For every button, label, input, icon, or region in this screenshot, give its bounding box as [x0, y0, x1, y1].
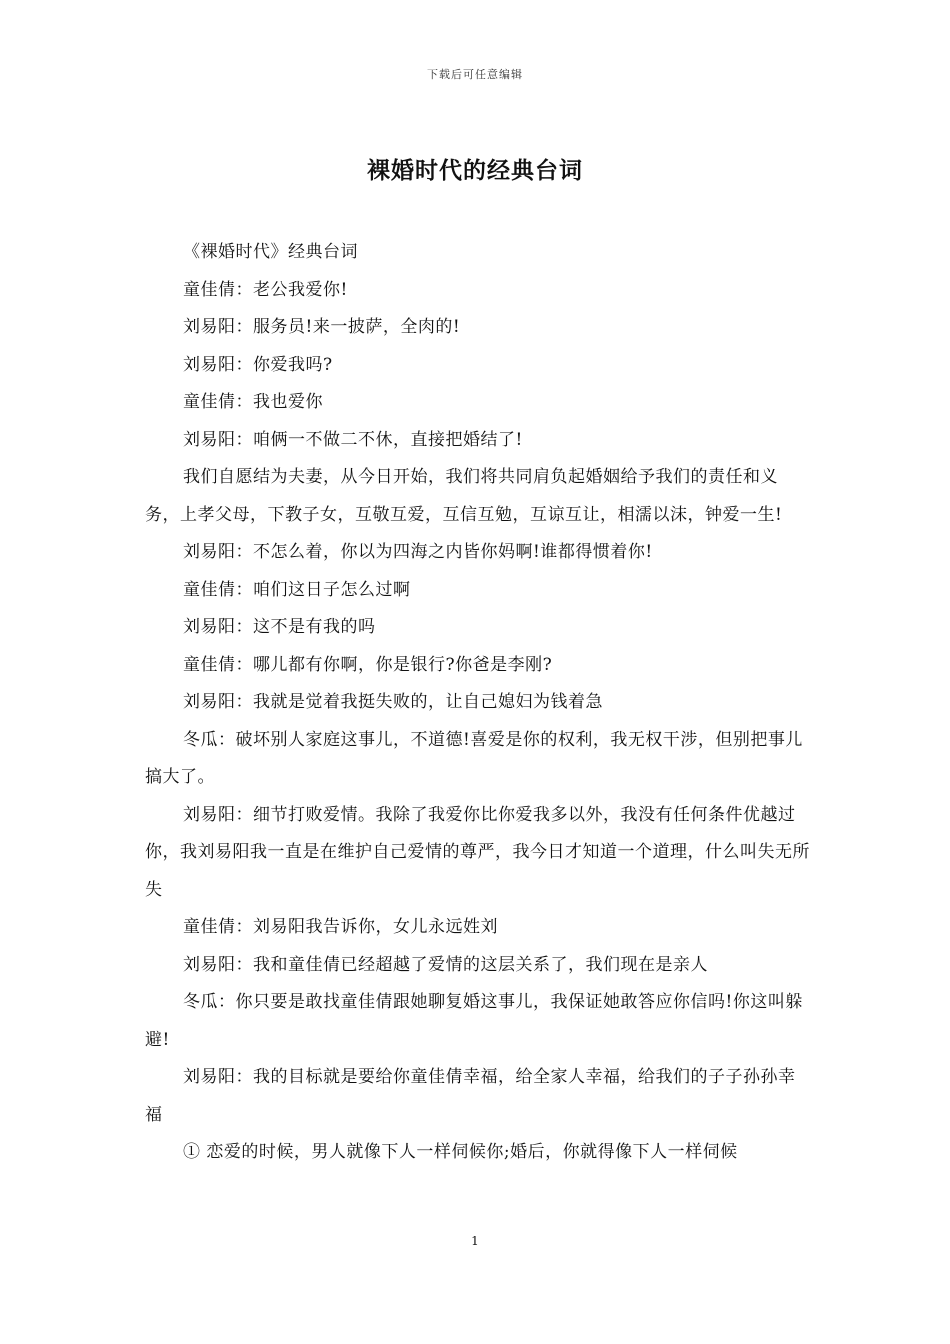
- paragraph: 刘易阳：我和童佳倩已经超越了爱情的这层关系了，我们现在是亲人: [183, 954, 708, 975]
- paragraph: 刘易阳：你爱我吗?: [183, 354, 333, 375]
- paragraph: 刘易阳：服务员!来一披萨，全肉的!: [183, 317, 461, 337]
- paragraph: 冬瓜：破坏别人家庭这事儿，不道德!喜爱是你的权利，我无权干涉，但别把事儿搞大了。: [145, 729, 803, 787]
- page-header-note: 下载后可任意编辑: [427, 68, 523, 81]
- page-number: 1: [471, 1234, 479, 1248]
- paragraph: ① 恋爱的时候，男人就像下人一样伺候你;婚后，你就得像下人一样伺候: [183, 1142, 738, 1162]
- paragraph: 刘易阳：细节打败爱情。我除了我爱你比你爱我多以外，我没有任何条件优越过你，我刘易阳我一直是在维护自己爱情的尊严，我今日才知道一个道理，什么叫失无所失: [145, 804, 810, 900]
- paragraph: 童佳倩：刘易阳我告诉你，女儿永远姓刘: [183, 917, 498, 937]
- document-title: 裸婚时代的经典台词: [367, 157, 583, 184]
- paragraph: 冬瓜：你只要是敢找童佳倩跟她聊复婚这事儿，我保证她敢答应你信吗!你这叫躲避!: [145, 992, 803, 1050]
- paragraph: 刘易阳：我就是觉着我挺失败的，让自己媳妇为钱着急: [183, 692, 603, 712]
- document-body: [145, 234, 810, 1172]
- paragraph: 刘易阳：不怎么着，你以为四海之内皆你妈啊!谁都得惯着你!: [183, 542, 653, 562]
- paragraph: 我们自愿结为夫妻，从今日开始，我们将共同肩负起婚姻给予我们的责任和义务，上孝父母，下教子女，互敬互爱，互信互勉，互谅互让，相濡以沫，钟爱一生!: [145, 467, 783, 525]
- paragraph: 童佳倩：咱们这日子怎么过啊: [183, 579, 411, 600]
- paragraph: 童佳倩：我也爱你: [183, 392, 323, 412]
- paragraph: 童佳倩：哪儿都有你啊，你是银行?你爸是李刚?: [183, 654, 553, 675]
- paragraph: 刘易阳：咱俩一不做二不休，直接把婚结了!: [183, 429, 523, 450]
- paragraph: 刘易阳：我的目标就是要给你童佳倩幸福，给全家人幸福，给我们的子子孙孙幸福: [145, 1067, 796, 1125]
- paragraph: 童佳倩：老公我爱你!: [183, 279, 348, 300]
- paragraph: 刘易阳：这不是有我的吗: [183, 617, 376, 637]
- paragraph: 《裸婚时代》经典台词: [183, 242, 358, 262]
